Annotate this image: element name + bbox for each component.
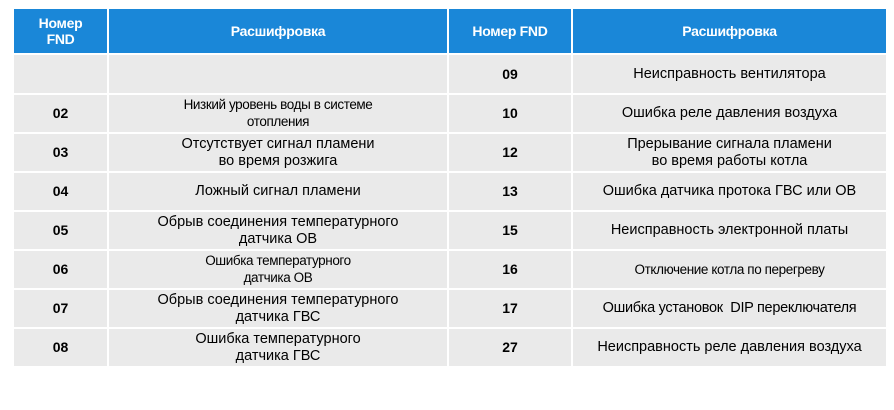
code-left-cell: 05 xyxy=(13,211,108,250)
desc-left-cell: Обрыв соединения температурного датчика ГВС xyxy=(108,289,448,328)
code-left-cell: 07 xyxy=(13,289,108,328)
desc-left-cell: Ошибка температурного датчика ОВ xyxy=(108,250,448,289)
code-right-cell: 15 xyxy=(448,211,572,250)
table-row xyxy=(13,328,887,367)
code-right-cell: 16 xyxy=(448,250,572,289)
desc-left-cell xyxy=(108,54,448,94)
desc-right-cell: Ошибка реле давления воздуха xyxy=(572,94,887,133)
table-row xyxy=(13,250,887,289)
desc-right-cell: Ошибка датчика протока ГВС или ОВ xyxy=(572,172,887,211)
desc-right-cell: Прерывание сигнала пламени во время работы котла xyxy=(572,133,887,172)
table-row xyxy=(13,289,887,328)
table-row xyxy=(13,172,887,211)
code-left-cell: 04 xyxy=(13,172,108,211)
code-right-cell: 09 xyxy=(448,54,572,94)
table-row xyxy=(13,94,887,133)
header-desc-left: Расшифровка xyxy=(108,8,448,54)
table-row xyxy=(13,211,887,250)
code-left-cell: 02 xyxy=(13,94,108,133)
desc-left-cell: Ошибка температурного датчика ГВС xyxy=(108,328,448,367)
table-row xyxy=(13,133,887,172)
code-left-cell: 03 xyxy=(13,133,108,172)
code-right-cell: 12 xyxy=(448,133,572,172)
code-left-cell xyxy=(13,54,108,94)
header-code-right: Номер FND xyxy=(448,8,572,54)
code-right-cell: 13 xyxy=(448,172,572,211)
desc-left-cell: Отсутствует сигнал пламени во время розжига xyxy=(108,133,448,172)
desc-right-cell: Неисправность реле давления воздуха xyxy=(572,328,887,367)
code-right-cell: 27 xyxy=(448,328,572,367)
code-left-cell: 06 xyxy=(13,250,108,289)
header-desc-right: Расшифровка xyxy=(572,8,887,54)
code-left-cell: 08 xyxy=(13,328,108,367)
desc-left-cell: Обрыв соединения температурного датчика ОВ xyxy=(108,211,448,250)
table-row xyxy=(13,54,887,94)
desc-left-cell: Низкий уровень воды в системе отопления xyxy=(108,94,448,133)
header-code-left: Номер FND xyxy=(13,8,108,54)
header-row xyxy=(13,8,887,54)
error-code-table xyxy=(12,7,888,368)
desc-right-cell: Отключение котла по перегреву xyxy=(572,250,887,289)
code-right-cell: 10 xyxy=(448,94,572,133)
desc-left-cell: Ложный сигнал пламени xyxy=(108,172,448,211)
code-right-cell: 17 xyxy=(448,289,572,328)
desc-right-cell: Неисправность вентилятора xyxy=(572,54,887,94)
desc-right-cell: Неисправность электронной платы xyxy=(572,211,887,250)
desc-right-cell: Ошибка установок DIP переключателя xyxy=(572,289,887,328)
